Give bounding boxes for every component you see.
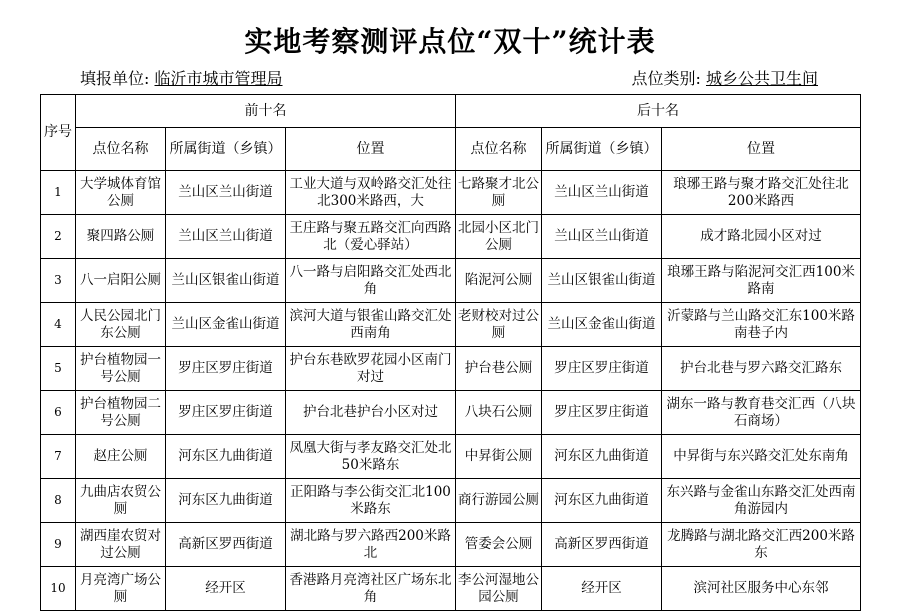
last-location-cell: 琅琊王路与聚才路交汇处往北200米路西: [662, 171, 861, 215]
last-location-cell: 成才路北园小区对过: [662, 215, 861, 259]
table-row: [41, 567, 861, 611]
top-name-cell: 九曲店农贸公厕: [76, 479, 166, 523]
point-category-value: 城乡公共卫生间: [705, 69, 818, 88]
last-name-cell: 管委会公厕: [456, 523, 542, 567]
row-index: 7: [41, 435, 76, 479]
table-row: [41, 435, 861, 479]
top-name-cell: 聚四路公厕: [76, 215, 166, 259]
top-street-cell: 经开区: [166, 567, 286, 611]
last-name-cell: 陷泥河公厕: [456, 259, 542, 303]
top-location-cell: 工业大道与双岭路交汇处往北300米路西，大: [286, 171, 456, 215]
last-name-cell: 八块石公厕: [456, 391, 542, 435]
last-name-cell: 护台巷公厕: [456, 347, 542, 391]
top-name-cell: 大学城体育馆公厕: [76, 171, 166, 215]
last-street-cell: 兰山区兰山街道: [542, 171, 662, 215]
row-index: 10: [41, 567, 76, 611]
last-name-cell: 北园小区北门公厕: [456, 215, 542, 259]
top-name-cell: 赵庄公厕: [76, 435, 166, 479]
header-last-name: 点位名称: [456, 128, 542, 171]
top-street-cell: 兰山区兰山街道: [166, 215, 286, 259]
last-location-cell: 滨河社区服务中心东邻: [662, 567, 861, 611]
top-name-cell: 月亮湾广场公厕: [76, 567, 166, 611]
top-name-cell: 人民公园北门东公厕: [76, 303, 166, 347]
last-street-cell: 兰山区兰山街道: [542, 215, 662, 259]
last-location-cell: 龙腾路与湖北路交汇西200米路东: [662, 523, 861, 567]
last-street-cell: 高新区罗西街道: [542, 523, 662, 567]
reporting-unit-label: 填报单位:: [80, 69, 150, 88]
top-location-cell: 八一路与启阳路交汇处西北角: [286, 259, 456, 303]
top-location-cell: 凤凰大街与孝友路交汇处北50米路东: [286, 435, 456, 479]
top-name-cell: 八一启阳公厕: [76, 259, 166, 303]
row-index: 1: [41, 171, 76, 215]
top-street-cell: 高新区罗西街道: [166, 523, 286, 567]
top-street-cell: 罗庄区罗庄街道: [166, 391, 286, 435]
top-street-cell: 河东区九曲街道: [166, 435, 286, 479]
header-last10: 后十名: [456, 95, 861, 128]
point-category: [631, 66, 818, 89]
table-row: [41, 391, 861, 435]
header-index: 序号: [41, 95, 76, 171]
last-street-cell: 罗庄区罗庄街道: [542, 391, 662, 435]
header-row-groups: [41, 95, 861, 128]
top-street-cell: 兰山区金雀山街道: [166, 303, 286, 347]
top-location-cell: 正阳路与李公街交汇北100米路东: [286, 479, 456, 523]
table-row: [41, 259, 861, 303]
point-category-label: 点位类别:: [631, 69, 701, 88]
last-street-cell: 河东区九曲街道: [542, 435, 662, 479]
table-row: [41, 479, 861, 523]
last-street-cell: 兰山区金雀山街道: [542, 303, 662, 347]
last-name-cell: 商行游园公厕: [456, 479, 542, 523]
row-index: 6: [41, 391, 76, 435]
last-location-cell: 湖东一路与教育巷交汇西（八块石商场）: [662, 391, 861, 435]
top-location-cell: 香港路月亮湾社区广场东北角: [286, 567, 456, 611]
row-index: 2: [41, 215, 76, 259]
last-location-cell: 中昇街与东兴路交汇处东南角: [662, 435, 861, 479]
row-index: 9: [41, 523, 76, 567]
row-index: 5: [41, 347, 76, 391]
page-title: 实地考察测评点位“双十”统计表: [244, 25, 656, 58]
row-index: 3: [41, 259, 76, 303]
header-row-columns: [41, 128, 861, 171]
last-name-cell: 中昇街公厕: [456, 435, 542, 479]
reporting-unit: [80, 66, 283, 89]
top-location-cell: 护台东巷欧罗花园小区南门对过: [286, 347, 456, 391]
last-location-cell: 琅琊王路与陷泥河交汇西100米路南: [662, 259, 861, 303]
header-top-location: 位置: [286, 128, 456, 171]
table-row: [41, 303, 861, 347]
top-street-cell: 兰山区兰山街道: [166, 171, 286, 215]
table-row: [41, 215, 861, 259]
table-row: [41, 523, 861, 567]
last-name-cell: 老财校对过公厕: [456, 303, 542, 347]
ranking-table: [40, 94, 861, 611]
top-name-cell: 护台植物园一号公厕: [76, 347, 166, 391]
header-top-name: 点位名称: [76, 128, 166, 171]
top-street-cell: 河东区九曲街道: [166, 479, 286, 523]
header-top-street: 所属街道（乡镇）: [166, 128, 286, 171]
top-street-cell: 罗庄区罗庄街道: [166, 347, 286, 391]
last-street-cell: 河东区九曲街道: [542, 479, 662, 523]
row-index: 4: [41, 303, 76, 347]
last-location-cell: 沂蒙路与兰山路交汇东100米路南巷子内: [662, 303, 861, 347]
top-location-cell: 湖北路与罗六路西200米路北: [286, 523, 456, 567]
last-location-cell: 东兴路与金雀山东路交汇处西南角游园内: [662, 479, 861, 523]
top-location-cell: 护台北巷护台小区对过: [286, 391, 456, 435]
top-street-cell: 兰山区银雀山街道: [166, 259, 286, 303]
last-name-cell: 李公河湿地公园公厕: [456, 567, 542, 611]
table-row: [41, 171, 861, 215]
last-name-cell: 七路聚才北公厕: [456, 171, 542, 215]
top-location-cell: 王庄路与聚五路交汇向西路北（爱心驿站）: [286, 215, 456, 259]
top-name-cell: 湖西崖农贸对过公厕: [76, 523, 166, 567]
top-location-cell: 滨河大道与银雀山路交汇处西南角: [286, 303, 456, 347]
table-row: [41, 347, 861, 391]
last-location-cell: 护台北巷与罗六路交汇路东: [662, 347, 861, 391]
last-street-cell: 罗庄区罗庄街道: [542, 347, 662, 391]
last-street-cell: 兰山区银雀山街道: [542, 259, 662, 303]
row-index: 8: [41, 479, 76, 523]
header-last-location: 位置: [662, 128, 861, 171]
header-last-street: 所属街道（乡镇）: [542, 128, 662, 171]
last-street-cell: 经开区: [542, 567, 662, 611]
top-name-cell: 护台植物园二号公厕: [76, 391, 166, 435]
reporting-unit-value: 临沂市城市管理局: [154, 69, 283, 88]
header-top10: 前十名: [76, 95, 456, 128]
